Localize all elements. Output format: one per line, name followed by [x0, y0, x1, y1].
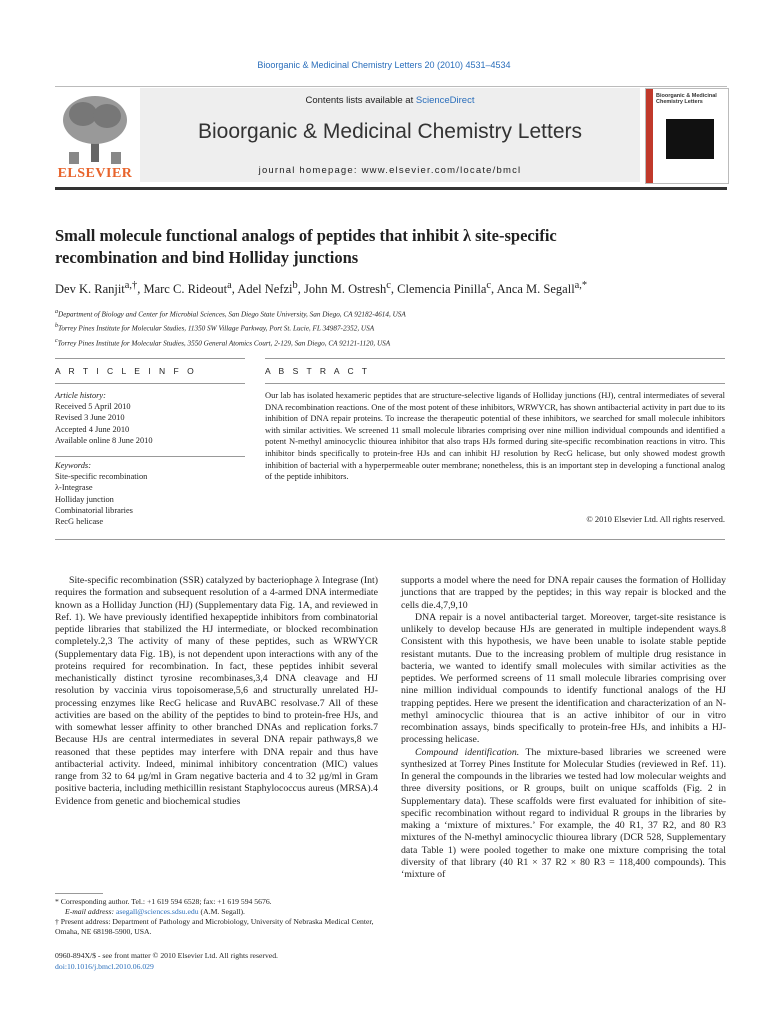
divider	[55, 456, 245, 457]
body-column-right	[401, 575, 726, 881]
author: Dev K. Ranjit	[55, 282, 125, 297]
issn-block	[55, 950, 385, 972]
author: John M. Ostresh	[303, 282, 387, 297]
history-item: Received 5 April 2010	[55, 402, 131, 412]
history-label: Article history:	[55, 391, 106, 400]
paragraph-heading: Compound identification.	[415, 746, 520, 758]
title-line-2: recombination and bind Holliday junctions	[55, 248, 359, 267]
body-paragraph: supports a model where the need for DNA repair causes the formation of Holliday junctions that are trapped by the peptides; in this way repair is blocked and the cells die.4,7,9,10	[401, 575, 726, 611]
author: Marc C. Rideout	[143, 282, 228, 297]
footnote-corresponding: * Corresponding author. Tel.: +1 619 594 6528; fax: +1 619 594 5676.	[55, 897, 272, 906]
affiliation: $^c$Torrey Pines Institute for Molecular Studies, 3550 General Atomics Court, 2-129, San Diego, CA 92121-1120, USA	[55, 337, 391, 348]
divider	[55, 383, 245, 384]
divider	[265, 358, 725, 359]
cover-strip	[646, 89, 653, 183]
abstract-text: Our lab has isolated hexameric peptides that are structure-selective ligands of Holliday junctions (HJ), central intermediates of several DNA recombination reactions. One of the most potent of these inhibitors, WRWYCR, has shown antibacterial activity in part due to its inhibition of DNA repair proteins. To increase the therapeutic potential of these inhibitors, we searched for small molecule inhibitors with similar activities. We screened 11 small molecule libraries comprising over nine million individual compounds and identified a potent N-methyl aminocyclic thiourea inhibitor that also traps HJs formed during site-specific recombination reactions in vitro. This inhibitor binds specifically to protein-free HJs and can inhibit HJ resolution by RecG helicase, but only showed modest growth inhibition of bacterial with a hyperpermeable outer membrane; nonetheless, this is an important step in developing a functional analog of the peptide inhibitors.	[265, 390, 725, 482]
author-sup: a,*	[574, 280, 588, 291]
author: Anca M. Segall	[496, 282, 575, 297]
contents-line	[140, 95, 640, 106]
doi-link[interactable]: doi:10.1016/j.bmcl.2010.06.029	[55, 962, 154, 971]
journal-homepage[interactable]: journal homepage: www.elsevier.com/locate/bmcl	[258, 165, 522, 176]
divider	[265, 383, 725, 384]
affiliation: $^a$Department of Biology and Center for Microbial Sciences, San Diego State University, San Diego, CA 92182-4614, USA	[55, 309, 406, 319]
keyword: Combinatorial libraries	[55, 505, 133, 515]
keyword: RecG helicase	[55, 517, 104, 527]
body-paragraph	[401, 747, 726, 882]
journal-cover-thumbnail	[645, 88, 729, 184]
author-sup: c	[486, 280, 491, 291]
footnote-divider	[55, 893, 103, 894]
author-sup: b	[292, 280, 298, 291]
journal-reference[interactable]: Bioorganic & Medicinal Chemistry Letters 20 (2010) 4531–4534	[257, 60, 511, 70]
divider	[55, 539, 725, 540]
keyword: Site-specific recombination	[55, 472, 148, 482]
title-line-1: Small molecule functional analogs of peptides that inhibit λ site-specific	[55, 226, 557, 245]
contents-prefix: Contents lists available at	[305, 95, 416, 106]
affiliations	[55, 306, 725, 349]
paper-title	[55, 225, 725, 269]
abstract-heading: A B S T R A C T	[265, 366, 371, 376]
article-info-heading: A R T I C L E I N F O	[55, 366, 197, 376]
footnotes	[55, 897, 378, 937]
paragraph-text: The mixture-based libraries we screened were synthesized at Torrey Pines Institute for Molecular Studies (reviewed in Ref. 11). In general the compounds in the libraries we tested had low molecular weights and three diversity positions, or R groups, built on unique scaffolds (Fig. 2 in Supplementary data). These scaffolds were first evaluated for inhibition of site-specific recombination without regard to individual R groups in the libraries by making a ‘mixture of mixtures.’ For example, the 40 R1, 37 R2, and 80 R3 mixtures of the N-methyl aminocyclic thiourea library (DCR 528, Supplementary data Table 1) were pooled together to make one mixture comprising the total diversity of that library (40 R1 × 37 R2 × 80 R3 = 118,400 compounds). This ‘mixture of	[401, 746, 726, 880]
article-history	[55, 390, 245, 446]
keyword: λ-Integrase	[55, 483, 93, 493]
author: Adel Nefzi	[237, 282, 293, 297]
body-column-left	[55, 575, 378, 808]
footnote-present-address: † Present address: Department of Pathology and Microbiology, University of Nebraska Medical Center, Omaha, NE 68198-5900, USA.	[55, 917, 374, 936]
affiliation: $^b$Torrey Pines Institute for Molecular Studies, 11350 SW Village Parkway, Port St. Lucie, FL 34987-2352, USA	[55, 323, 375, 333]
body-paragraph: DNA repair is a novel antibacterial target. Moreover, target-site resistance is unlikely to develop because HJs are generated in multiple independent ways.8 Consistent with this hypothesis, we have been unable to isolate stable peptide resistant mutants. Due to the increasing problem of multiple drug resistance in bacteria, we wanted to identify small molecules with similar activities as the peptides. We performed screens of 11 small molecule libraries comprising over nine million individual compounds to identify functional analogs of the HJ trapping peptides. Here we present the identification and characterization of an N-methyl aminocyclic thiourea that is an active inhibitor of our in vitro recombination assays, binds specifically to protein-free HJs, and inhibits a HJ-processing helicase.	[401, 611, 726, 746]
history-item: Available online 8 June 2010	[55, 435, 153, 445]
footnote-email: E-mail address: asegall@sciences.sdsu.edu (A.M. Segall).	[65, 907, 245, 916]
author-sup: c	[386, 280, 391, 291]
divider	[55, 358, 245, 359]
author-sup: a,†	[124, 280, 138, 291]
keywords	[55, 460, 245, 527]
elsevier-wordmark: ELSEVIER	[57, 166, 133, 181]
journal-title: Bioorganic & Medicinal Chemistry Letters	[198, 120, 582, 143]
history-item: Accepted 4 June 2010	[55, 424, 130, 434]
keywords-label: Keywords:	[55, 461, 91, 470]
author: Clemencia Pinilla	[397, 282, 487, 297]
author-list: Dev K. Ranjit$^{a,\dagger}$, Marc C. Rideout$^a$, Adel Nefzi$^b$, John M. Ostresh$^c$, Clemencia Pinilla$^c$, Anca M. Segall$^{a,*}$	[55, 280, 588, 297]
sciencedirect-link[interactable]: ScienceDirect	[415, 95, 475, 106]
cover-image	[666, 119, 714, 159]
history-item: Revised 3 June 2010	[55, 413, 125, 423]
email-link[interactable]: asegall@sciences.sdsu.edu	[115, 907, 199, 916]
abstract-copyright: © 2010 Elsevier Ltd. All rights reserved.	[586, 514, 725, 524]
keyword: Holliday junction	[55, 494, 114, 504]
cover-title: Bioorganic & Medicinal Chemistry Letters	[656, 93, 717, 105]
author-sup: a	[227, 280, 232, 291]
issn-line: 0960-894X/$ - see front matter © 2010 Elsevier Ltd. All rights reserved.	[55, 951, 278, 960]
body-paragraph: Site-specific recombination (SSR) catalyzed by bacteriophage λ Integrase (Int) requires the formation and subsequent resolution of a 4-armed DNA intermediate known as a Holliday Junction (HJ) (Supplementary data Fig. 1A, and reviewed in Ref. 1). We have previously identified hexapeptide inhibitors from combinatorial peptide libraries that stabilized the HJ intermediate, or blocked recombination completely.2,3 The activity of many of these peptides, such as WRWYCR (Supplementary data Fig. 1B), is not dependent upon interactions with any of the proteins required for recombination. In fact, these peptides inhibit several mechanistically distinct tyrosine recombinases,3,4 DNA cleavage and HJ resolution by vaccinia virus topoisomerase,5,6 and structurally unrelated HJ-processing enzymes like RecG helicase and RuvABC resolvase.7 All of these activities are based on the ability of the peptides to bind to protein-free HJs, and with somewhat lesser affinity to other branched DNAs and replication forks.7 Because HJs are central intermediates in several DNA repair pathways,8 we reasoned that these peptides may interfere with DNA repair and thus have antibacterial activity. Indeed, minimal inhibitory concentration (MIC) values range from 32 to 64 μg/ml in Gram negative bacteria and 4 to 32 μg/ml in Gram positive bacteria, including methicillin resistant Staphylococcus aureus (MRSA).4 Evidence from genetic and biochemical studies	[55, 575, 378, 807]
